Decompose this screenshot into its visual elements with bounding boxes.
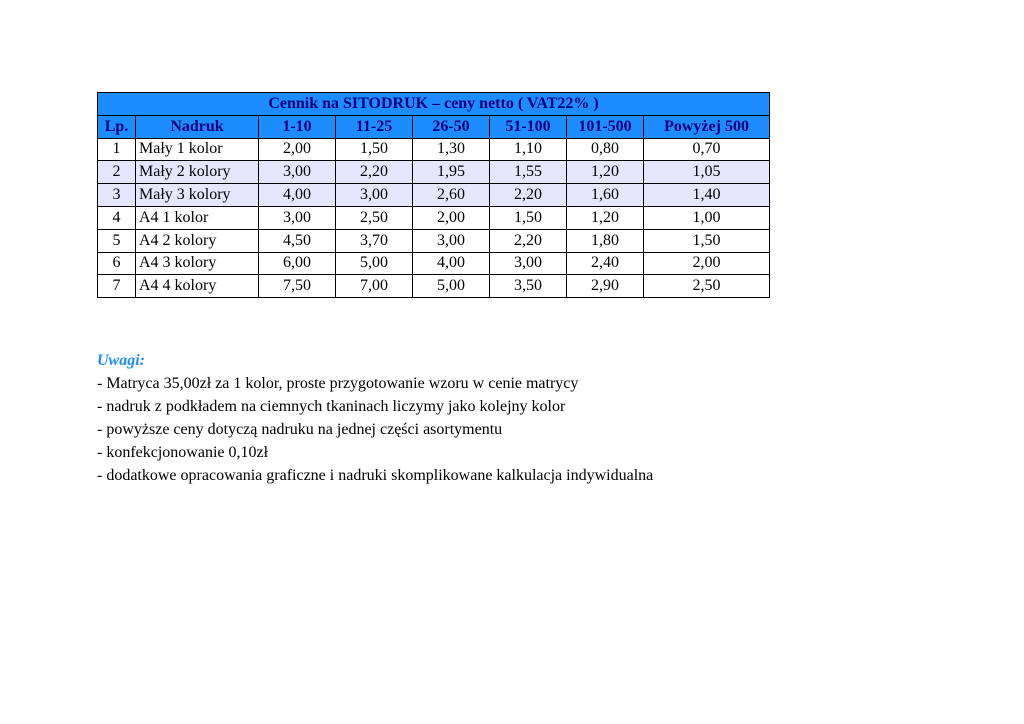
cell-price: 7,00	[336, 275, 413, 298]
cell-price: 4,00	[259, 184, 336, 207]
cell-price: 5,00	[336, 252, 413, 275]
cell-price: 1,60	[567, 184, 644, 207]
cell-price: 1,95	[413, 161, 490, 184]
cell-nadruk: Mały 1 kolor	[136, 138, 259, 161]
table-title-row	[98, 93, 770, 116]
cell-nadruk: A4 2 kolory	[136, 229, 259, 252]
cell-nadruk: A4 1 kolor	[136, 206, 259, 229]
cell-price: 7,50	[259, 275, 336, 298]
cell-price: 3,00	[490, 252, 567, 275]
cell-price: 1,30	[413, 138, 490, 161]
cell-price: 1,00	[644, 206, 770, 229]
header-powyzej-500: Powyżej 500	[644, 115, 770, 138]
cell-price: 0,80	[567, 138, 644, 161]
cell-lp: 5	[98, 229, 136, 252]
cell-lp: 4	[98, 206, 136, 229]
cell-nadruk: A4 3 kolory	[136, 252, 259, 275]
notes-section	[97, 350, 897, 487]
header-101-500: 101-500	[567, 115, 644, 138]
cell-price: 1,80	[567, 229, 644, 252]
cell-lp: 6	[98, 252, 136, 275]
cell-price: 5,00	[413, 275, 490, 298]
cell-price: 2,50	[336, 206, 413, 229]
cell-nadruk: Mały 2 kolory	[136, 161, 259, 184]
cell-price: 1,20	[567, 161, 644, 184]
note-line: - konfekcjonowanie 0,10zł	[97, 444, 269, 461]
table-row	[98, 138, 770, 161]
note-line: - powyższe ceny dotyczą nadruku na jednej części asortymentu	[97, 421, 503, 438]
cell-price: 1,05	[644, 161, 770, 184]
table-row	[98, 161, 770, 184]
cell-price: 1,55	[490, 161, 567, 184]
cell-price: 1,50	[490, 206, 567, 229]
cell-price: 3,50	[490, 275, 567, 298]
cell-lp: 7	[98, 275, 136, 298]
notes-title: Uwagi:	[97, 352, 145, 369]
cell-price: 3,00	[336, 184, 413, 207]
cell-nadruk: A4 4 kolory	[136, 275, 259, 298]
cell-price: 2,00	[259, 138, 336, 161]
cell-price: 2,60	[413, 184, 490, 207]
table-row	[98, 184, 770, 207]
header-51-100: 51-100	[490, 115, 567, 138]
cell-lp: 1	[98, 138, 136, 161]
cell-price: 4,50	[259, 229, 336, 252]
header-26-50: 26-50	[413, 115, 490, 138]
cell-price: 2,00	[413, 206, 490, 229]
cell-price: 6,00	[259, 252, 336, 275]
cell-price: 1,20	[567, 206, 644, 229]
cell-price: 1,40	[644, 184, 770, 207]
note-line: - Matryca 35,00zł za 1 kolor, proste przygotowanie wzoru w cenie matrycy	[97, 375, 579, 392]
header-lp: Lp.	[98, 115, 136, 138]
cell-price: 3,00	[259, 206, 336, 229]
cell-price: 2,20	[336, 161, 413, 184]
cell-price: 2,00	[644, 252, 770, 275]
cell-price: 0,70	[644, 138, 770, 161]
cell-price: 2,50	[644, 275, 770, 298]
header-nadruk: Nadruk	[136, 115, 259, 138]
cell-price: 2,40	[567, 252, 644, 275]
cell-price: 3,00	[259, 161, 336, 184]
table-row	[98, 206, 770, 229]
cell-nadruk: Mały 3 kolory	[136, 184, 259, 207]
note-line: - dodatkowe opracowania graficzne i nadruki skomplikowane kalkulacja indywidualna	[97, 467, 654, 484]
table-header-row	[98, 115, 770, 138]
price-table	[97, 92, 770, 298]
header-1-10: 1-10	[259, 115, 336, 138]
header-11-25: 11-25	[336, 115, 413, 138]
cell-lp: 3	[98, 184, 136, 207]
table-title: Cennik na SITODRUK – ceny netto ( VAT22% )	[98, 93, 770, 116]
cell-price: 2,90	[567, 275, 644, 298]
cell-price: 2,20	[490, 184, 567, 207]
table-row	[98, 252, 770, 275]
table-row	[98, 229, 770, 252]
note-line: - nadruk z podkładem na ciemnych tkaninach liczymy jako kolejny kolor	[97, 398, 566, 415]
cell-price: 4,00	[413, 252, 490, 275]
cell-price: 3,00	[413, 229, 490, 252]
cell-price: 1,10	[490, 138, 567, 161]
cell-price: 1,50	[644, 229, 770, 252]
cell-price: 3,70	[336, 229, 413, 252]
cell-price: 2,20	[490, 229, 567, 252]
cell-price: 1,50	[336, 138, 413, 161]
table-row	[98, 275, 770, 298]
cell-lp: 2	[98, 161, 136, 184]
